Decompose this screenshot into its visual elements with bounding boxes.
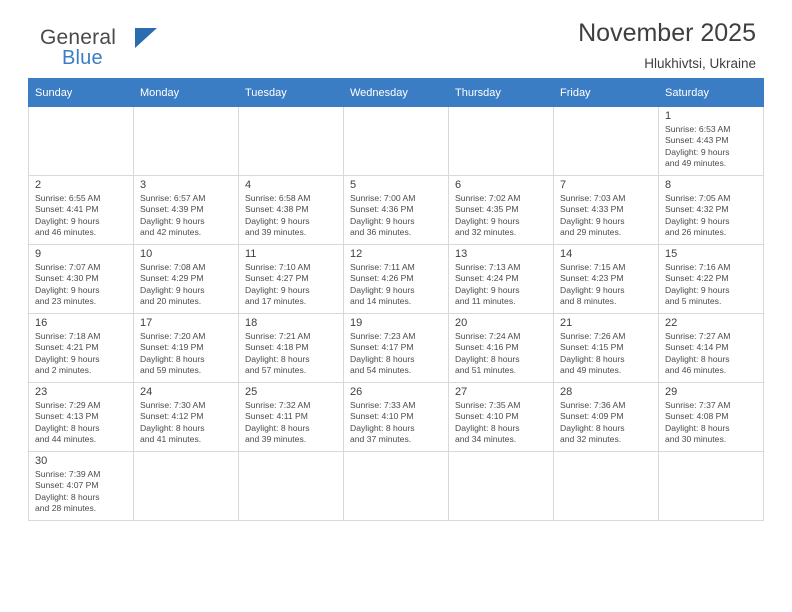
page-title: November 2025	[578, 19, 756, 47]
day-details	[134, 400, 238, 448]
weekday-header-monday: Monday	[134, 79, 239, 107]
day-details	[29, 469, 133, 517]
daylight-text: Daylight: 9 hours	[140, 284, 205, 295]
sunset-text: Sunset: 4:33 PM	[560, 204, 624, 215]
sunset-text: Sunset: 4:22 PM	[665, 273, 729, 284]
sunset-text: Sunset: 4:14 PM	[665, 342, 729, 353]
daylight-text: and 29 minutes.	[560, 227, 622, 238]
sunset-text: Sunset: 4:38 PM	[245, 204, 309, 215]
day-details	[134, 262, 238, 310]
daylight-text: Daylight: 8 hours	[245, 422, 310, 433]
day-number: 15	[665, 248, 678, 260]
day-number: 12	[350, 248, 363, 260]
calendar-day-cell[interactable]	[344, 176, 449, 245]
day-number: 4	[245, 179, 252, 191]
daylight-text: Daylight: 9 hours	[350, 284, 415, 295]
sunrise-text: Sunrise: 7:13 AM	[455, 262, 521, 272]
sunrise-text: Sunrise: 7:08 AM	[140, 262, 206, 272]
sunset-text: Sunset: 4:12 PM	[140, 411, 204, 422]
daylight-text: Daylight: 9 hours	[140, 215, 205, 226]
daylight-text: Daylight: 9 hours	[35, 284, 100, 295]
calendar-day-cell[interactable]	[29, 383, 134, 452]
day-number: 30	[35, 455, 48, 467]
daylight-text: Daylight: 9 hours	[245, 215, 310, 226]
daylight-text: Daylight: 8 hours	[560, 422, 625, 433]
daylight-text: and 44 minutes.	[35, 434, 97, 445]
calendar-day-cell[interactable]	[659, 107, 764, 176]
logo-triangle-icon	[135, 28, 157, 48]
day-details	[659, 193, 763, 241]
calendar-day-cell[interactable]	[344, 314, 449, 383]
day-details	[554, 193, 658, 241]
day-details	[659, 262, 763, 310]
day-number: 1	[665, 110, 672, 122]
daylight-text: Daylight: 8 hours	[665, 422, 730, 433]
calendar-day-cell[interactable]	[239, 314, 344, 383]
sunrise-text: Sunrise: 7:29 AM	[35, 400, 101, 410]
sunrise-text: Sunrise: 6:55 AM	[35, 193, 101, 203]
daylight-text: Daylight: 8 hours	[455, 353, 520, 364]
daylight-text: and 8 minutes.	[560, 296, 617, 307]
sunset-text: Sunset: 4:27 PM	[245, 273, 309, 284]
daylight-text: and 2 minutes.	[35, 365, 92, 376]
daylight-text: and 20 minutes.	[140, 296, 202, 307]
daylight-text: and 32 minutes.	[455, 227, 517, 238]
calendar-day-cell[interactable]	[29, 176, 134, 245]
logo-text-blue: Blue	[62, 47, 103, 69]
daylight-text: and 11 minutes.	[455, 296, 516, 307]
sunrise-text: Sunrise: 7:05 AM	[665, 193, 731, 203]
daylight-text: and 41 minutes.	[140, 434, 202, 445]
sunset-text: Sunset: 4:26 PM	[350, 273, 414, 284]
day-details	[344, 331, 448, 379]
day-details	[554, 262, 658, 310]
sunset-text: Sunset: 4:19 PM	[140, 342, 204, 353]
daylight-text: Daylight: 9 hours	[560, 284, 625, 295]
calendar-day-cell[interactable]	[344, 245, 449, 314]
daylight-text: Daylight: 8 hours	[455, 422, 520, 433]
day-number: 18	[245, 317, 258, 329]
day-number: 25	[245, 386, 258, 398]
day-details	[659, 400, 763, 448]
calendar-day-cell[interactable]	[449, 245, 554, 314]
page-header	[28, 0, 764, 78]
sunrise-text: Sunrise: 7:10 AM	[245, 262, 311, 272]
sunrise-text: Sunrise: 6:58 AM	[245, 193, 311, 203]
daylight-text: and 51 minutes.	[455, 365, 517, 376]
sunset-text: Sunset: 4:32 PM	[665, 204, 729, 215]
day-details	[29, 331, 133, 379]
day-details	[554, 400, 658, 448]
day-number: 28	[560, 386, 573, 398]
day-details	[29, 400, 133, 448]
daylight-text: and 30 minutes.	[665, 434, 727, 445]
day-details	[344, 400, 448, 448]
sunset-text: Sunset: 4:30 PM	[35, 273, 99, 284]
daylight-text: Daylight: 8 hours	[35, 422, 100, 433]
weekday-header-wednesday: Wednesday	[344, 79, 449, 107]
sunset-text: Sunset: 4:43 PM	[665, 135, 729, 146]
day-details	[239, 400, 343, 448]
sunset-text: Sunset: 4:09 PM	[560, 411, 624, 422]
calendar-empty-cell	[554, 107, 659, 176]
calendar-day-cell[interactable]	[134, 245, 239, 314]
sunrise-text: Sunrise: 7:15 AM	[560, 262, 626, 272]
sunset-text: Sunset: 4:21 PM	[35, 342, 99, 353]
daylight-text: and 39 minutes.	[245, 434, 307, 445]
daylight-text: and 37 minutes.	[350, 434, 412, 445]
calendar-week-row	[29, 314, 764, 383]
day-details	[659, 331, 763, 379]
day-number: 9	[35, 248, 42, 260]
calendar-week-row	[29, 176, 764, 245]
sunset-text: Sunset: 4:17 PM	[350, 342, 414, 353]
sunrise-text: Sunrise: 6:57 AM	[140, 193, 206, 203]
sunset-text: Sunset: 4:15 PM	[560, 342, 624, 353]
daylight-text: Daylight: 9 hours	[560, 215, 625, 226]
daylight-text: Daylight: 8 hours	[350, 422, 415, 433]
daylight-text: and 17 minutes.	[245, 296, 307, 307]
calendar-week-row	[29, 245, 764, 314]
daylight-text: Daylight: 8 hours	[140, 422, 205, 433]
day-number: 14	[560, 248, 573, 260]
sunrise-text: Sunrise: 7:20 AM	[140, 331, 206, 341]
day-details	[344, 193, 448, 241]
daylight-text: Daylight: 8 hours	[350, 353, 415, 364]
calendar-day-cell[interactable]	[449, 314, 554, 383]
sunrise-text: Sunrise: 6:53 AM	[665, 124, 731, 134]
sunset-text: Sunset: 4:18 PM	[245, 342, 309, 353]
weekday-header-thursday: Thursday	[449, 79, 554, 107]
day-number: 16	[35, 317, 48, 329]
calendar-day-cell[interactable]	[239, 176, 344, 245]
day-details	[239, 193, 343, 241]
day-details	[29, 262, 133, 310]
sunrise-text: Sunrise: 7:32 AM	[245, 400, 311, 410]
daylight-text: Daylight: 9 hours	[350, 215, 415, 226]
sunrise-text: Sunrise: 7:02 AM	[455, 193, 521, 203]
calendar-table	[28, 78, 764, 521]
daylight-text: and 42 minutes.	[140, 227, 202, 238]
day-number: 6	[455, 179, 462, 191]
daylight-text: Daylight: 9 hours	[665, 215, 730, 226]
sunrise-text: Sunrise: 7:21 AM	[245, 331, 311, 341]
generalblue-logo	[40, 26, 240, 70]
calendar-empty-cell	[29, 107, 134, 176]
calendar-day-cell[interactable]	[554, 383, 659, 452]
sunset-text: Sunset: 4:23 PM	[560, 273, 624, 284]
day-number: 7	[560, 179, 567, 191]
daylight-text: and 49 minutes.	[665, 158, 727, 169]
day-details	[659, 124, 763, 172]
sunrise-text: Sunrise: 7:07 AM	[35, 262, 101, 272]
daylight-text: and 57 minutes.	[245, 365, 307, 376]
day-details	[239, 331, 343, 379]
sunrise-text: Sunrise: 7:26 AM	[560, 331, 626, 341]
daylight-text: Daylight: 9 hours	[455, 284, 520, 295]
calendar-week-row	[29, 107, 764, 176]
calendar-day-cell[interactable]	[344, 383, 449, 452]
weekday-header-friday: Friday	[554, 79, 659, 107]
sunrise-text: Sunrise: 7:24 AM	[455, 331, 521, 341]
sunset-text: Sunset: 4:24 PM	[455, 273, 519, 284]
calendar-week-row	[29, 452, 764, 521]
calendar-empty-cell	[344, 452, 449, 521]
calendar-empty-cell	[344, 107, 449, 176]
calendar-day-cell[interactable]	[554, 176, 659, 245]
calendar-day-cell[interactable]	[239, 383, 344, 452]
day-number: 2	[35, 179, 42, 191]
calendar-empty-cell	[554, 452, 659, 521]
calendar-day-cell[interactable]	[239, 245, 344, 314]
calendar-day-cell[interactable]	[29, 452, 134, 521]
sunset-text: Sunset: 4:29 PM	[140, 273, 204, 284]
calendar-day-cell[interactable]	[659, 314, 764, 383]
day-number: 27	[455, 386, 468, 398]
daylight-text: and 54 minutes.	[350, 365, 412, 376]
day-details	[449, 331, 553, 379]
sunset-text: Sunset: 4:35 PM	[455, 204, 519, 215]
weekday-header-tuesday: Tuesday	[239, 79, 344, 107]
calendar-day-cell[interactable]	[449, 383, 554, 452]
daylight-text: Daylight: 8 hours	[560, 353, 625, 364]
calendar-day-cell[interactable]	[659, 245, 764, 314]
calendar-week-row	[29, 383, 764, 452]
sunrise-text: Sunrise: 7:18 AM	[35, 331, 101, 341]
sunset-text: Sunset: 4:13 PM	[35, 411, 99, 422]
daylight-text: and 14 minutes.	[350, 296, 412, 307]
sunset-text: Sunset: 4:41 PM	[35, 204, 99, 215]
calendar-day-cell[interactable]	[449, 176, 554, 245]
sunrise-text: Sunrise: 7:03 AM	[560, 193, 626, 203]
day-number: 5	[350, 179, 357, 191]
calendar-body	[29, 107, 764, 521]
calendar-day-cell[interactable]	[659, 176, 764, 245]
sunrise-text: Sunrise: 7:16 AM	[665, 262, 731, 272]
weekday-header-saturday: Saturday	[659, 79, 764, 107]
sunset-text: Sunset: 4:10 PM	[455, 411, 519, 422]
daylight-text: Daylight: 9 hours	[35, 215, 100, 226]
calendar-day-cell[interactable]	[134, 314, 239, 383]
daylight-text: Daylight: 8 hours	[35, 491, 100, 502]
day-number: 3	[140, 179, 147, 191]
daylight-text: Daylight: 8 hours	[245, 353, 310, 364]
day-details	[554, 331, 658, 379]
day-details	[449, 193, 553, 241]
title-block	[578, 18, 756, 74]
daylight-text: Daylight: 9 hours	[665, 146, 730, 157]
day-number: 17	[140, 317, 153, 329]
day-details	[449, 400, 553, 448]
daylight-text: Daylight: 8 hours	[665, 353, 730, 364]
calendar-empty-cell	[134, 452, 239, 521]
day-number: 24	[140, 386, 153, 398]
weekday-header-row	[29, 79, 764, 107]
day-details	[239, 262, 343, 310]
sunrise-text: Sunrise: 7:39 AM	[35, 469, 101, 479]
logo-text-general: General	[40, 26, 117, 49]
daylight-text: and 5 minutes.	[665, 296, 722, 307]
day-details	[29, 193, 133, 241]
calendar-empty-cell	[239, 452, 344, 521]
weekday-header-sunday: Sunday	[29, 79, 134, 107]
sunrise-text: Sunrise: 7:23 AM	[350, 331, 416, 341]
daylight-text: and 39 minutes.	[245, 227, 307, 238]
day-details	[344, 262, 448, 310]
calendar-empty-cell	[449, 452, 554, 521]
day-number: 21	[560, 317, 573, 329]
day-details	[449, 262, 553, 310]
calendar-day-cell[interactable]	[29, 245, 134, 314]
day-number: 13	[455, 248, 468, 260]
day-details	[134, 193, 238, 241]
sunset-text: Sunset: 4:07 PM	[35, 480, 99, 491]
sunrise-text: Sunrise: 7:36 AM	[560, 400, 626, 410]
sunrise-text: Sunrise: 7:27 AM	[665, 331, 731, 341]
calendar-empty-cell	[449, 107, 554, 176]
daylight-text: and 46 minutes.	[665, 365, 727, 376]
daylight-text: Daylight: 9 hours	[455, 215, 520, 226]
day-number: 23	[35, 386, 48, 398]
sunrise-text: Sunrise: 7:37 AM	[665, 400, 731, 410]
daylight-text: Daylight: 9 hours	[665, 284, 730, 295]
sunset-text: Sunset: 4:16 PM	[455, 342, 519, 353]
day-number: 29	[665, 386, 678, 398]
daylight-text: and 28 minutes.	[35, 503, 97, 514]
day-number: 20	[455, 317, 468, 329]
day-number: 19	[350, 317, 363, 329]
daylight-text: and 36 minutes.	[350, 227, 412, 238]
sunrise-text: Sunrise: 7:33 AM	[350, 400, 416, 410]
sunset-text: Sunset: 4:10 PM	[350, 411, 414, 422]
daylight-text: and 46 minutes.	[35, 227, 97, 238]
day-number: 26	[350, 386, 363, 398]
calendar-empty-cell	[659, 452, 764, 521]
calendar-day-cell[interactable]	[554, 314, 659, 383]
daylight-text: and 23 minutes.	[35, 296, 97, 307]
daylight-text: and 49 minutes.	[560, 365, 622, 376]
day-number: 22	[665, 317, 678, 329]
daylight-text: and 34 minutes.	[455, 434, 517, 445]
sunrise-text: Sunrise: 7:30 AM	[140, 400, 206, 410]
calendar-day-cell[interactable]	[134, 176, 239, 245]
calendar-day-cell[interactable]	[554, 245, 659, 314]
daylight-text: and 59 minutes.	[140, 365, 202, 376]
day-number: 11	[245, 248, 257, 260]
daylight-text: Daylight: 9 hours	[35, 353, 100, 364]
sunset-text: Sunset: 4:11 PM	[245, 411, 308, 422]
calendar-empty-cell	[134, 107, 239, 176]
daylight-text: and 26 minutes.	[665, 227, 727, 238]
calendar-day-cell[interactable]	[29, 314, 134, 383]
daylight-text: and 32 minutes.	[560, 434, 622, 445]
day-number: 8	[665, 179, 672, 191]
sunrise-text: Sunrise: 7:00 AM	[350, 193, 416, 203]
sunrise-text: Sunrise: 7:11 AM	[350, 262, 415, 272]
day-number: 10	[140, 248, 153, 260]
daylight-text: Daylight: 9 hours	[245, 284, 310, 295]
day-details	[134, 331, 238, 379]
calendar-day-cell[interactable]	[659, 383, 764, 452]
daylight-text: Daylight: 8 hours	[140, 353, 205, 364]
calendar-empty-cell	[239, 107, 344, 176]
sunset-text: Sunset: 4:39 PM	[140, 204, 204, 215]
calendar-day-cell[interactable]	[134, 383, 239, 452]
sunset-text: Sunset: 4:36 PM	[350, 204, 414, 215]
sunset-text: Sunset: 4:08 PM	[665, 411, 729, 422]
location-subtitle: Hlukhivtsi, Ukraine	[644, 56, 756, 71]
sunrise-text: Sunrise: 7:35 AM	[455, 400, 521, 410]
